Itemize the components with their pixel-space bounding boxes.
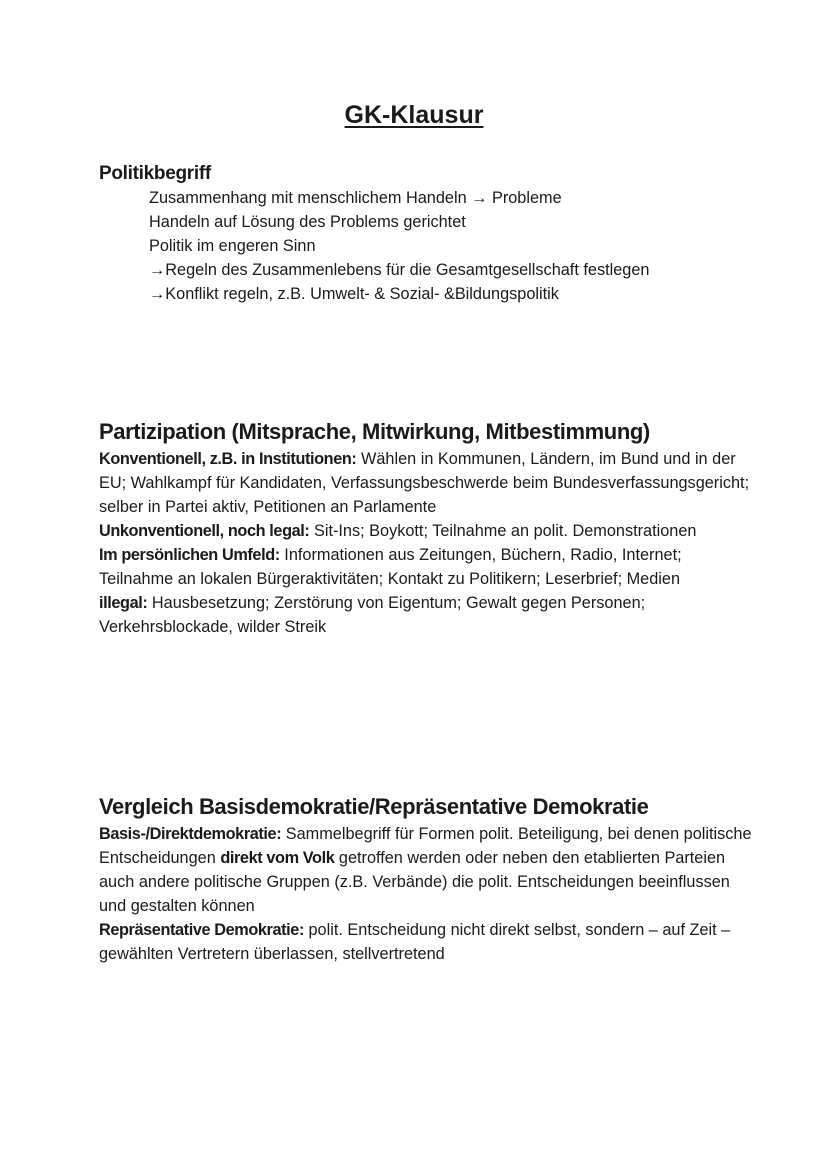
section-heading-vergleich: Vergleich Basisdemokratie/Repräsentative Demokratie — [99, 794, 649, 819]
paragraph-basisdemokratie — [99, 822, 759, 918]
text: Regeln des Zusammenlebens für die Gesamtgesellschaft festlegen — [165, 261, 650, 279]
text: Zusammenhang mit menschlichem Handeln — [149, 189, 472, 207]
paragraph-konventionell — [99, 447, 759, 519]
term-text: getroffen werden oder neben den etablierten Parteien auch andere politische Gruppen (z.B. Verbände) die polit. Entscheidungen beeinflussen und gestalten können — [99, 849, 730, 915]
section-heading-partizipation: Partizipation (Mitsprache, Mitwirkung, Mitbestimmung) — [99, 419, 650, 444]
term-label: Im persönlichen Umfeld: — [99, 546, 280, 564]
list-item — [149, 258, 759, 282]
section-heading-politikbegriff: Politikbegriff — [99, 163, 211, 184]
term-label: Repräsentative Demokratie: — [99, 921, 304, 939]
text: Konflikt regeln, z.B. Umwelt- & Sozial- &Bildungspolitik — [165, 285, 559, 303]
term-label: illegal: — [99, 594, 148, 612]
emphasis: direkt vom Volk — [220, 849, 335, 867]
term-text: Informationen aus Zeitungen, Büchern, Radio, Internet; Teilnahme an lokalen Bürgeraktivitäten; Kontakt zu Politikern; Leserbrief; Medien — [99, 546, 682, 588]
arrow-right-icon: → — [149, 285, 166, 303]
list-item — [149, 186, 759, 210]
text: Politik im engeren Sinn — [149, 237, 316, 255]
paragraph-illegal — [99, 591, 759, 639]
section-vergleich — [99, 793, 759, 966]
paragraph-unkonventionell — [99, 519, 759, 543]
section-partizipation — [99, 418, 759, 639]
politikbegriff-list — [99, 186, 759, 306]
term-label: Basis-/Direktdemokratie: — [99, 825, 282, 843]
list-item — [149, 210, 759, 234]
term-text: Wählen in Kommunen, Ländern, im Bund und in der EU; Wahlkampf für Kandidaten, Verfassungsbeschwerde beim Bundesverfassungsgericht; selber in Partei aktiv, Petitionen an Parlamente — [99, 450, 750, 516]
term-text: Sammelbegriff für Formen polit. Beteiligung, bei denen politische Entscheidungen — [99, 825, 752, 867]
text: Probleme — [487, 189, 562, 207]
list-item — [149, 282, 759, 306]
term-label: Konventionell, z.B. in Institutionen: — [99, 450, 357, 468]
page-title: GK-Klausur — [344, 101, 484, 129]
term-text: Hausbesetzung; Zerstörung von Eigentum; Gewalt gegen Personen; Verkehrsblockade, wilder Streik — [99, 594, 646, 636]
arrow-right-icon: → — [471, 189, 488, 207]
paragraph-persoenliches-umfeld — [99, 543, 759, 591]
term-text: polit. Entscheidung nicht direkt selbst, sondern – auf Zeit – gewählten Vertretern überlassen, stellvertretend — [99, 921, 731, 963]
section-politikbegriff — [99, 162, 759, 306]
paragraph-repraesentative-demokratie — [99, 918, 759, 966]
list-item — [149, 234, 759, 258]
text: Handeln auf Lösung des Problems gerichtet — [149, 213, 466, 231]
arrow-right-icon: → — [149, 261, 166, 279]
term-text: Sit-Ins; Boykott; Teilnahme an polit. Demonstrationen — [309, 522, 697, 540]
term-label: Unkonventionell, noch legal: — [99, 522, 310, 540]
